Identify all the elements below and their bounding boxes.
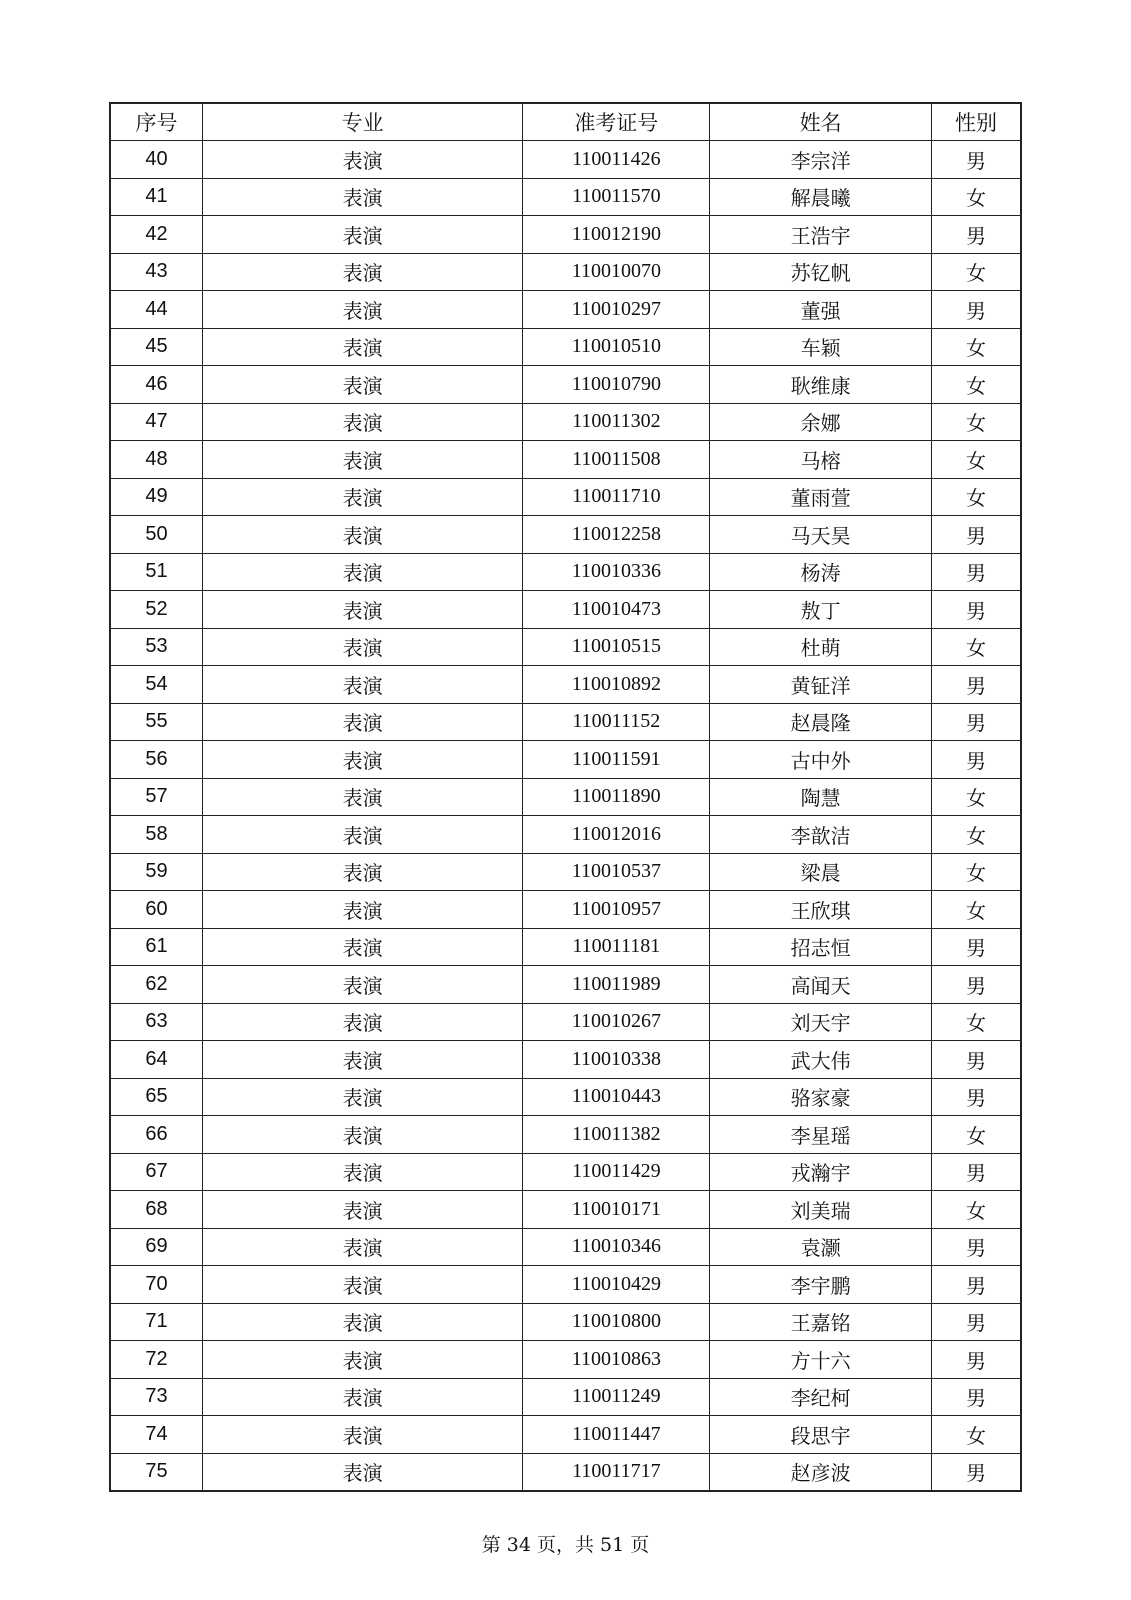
cell-major: 表演 (203, 1228, 523, 1266)
cell-exam-id: 110011508 (523, 441, 710, 479)
cell-seq: 48 (110, 441, 203, 479)
cell-major: 表演 (203, 816, 523, 854)
cell-seq: 58 (110, 816, 203, 854)
cell-gender: 女 (932, 366, 1022, 404)
cell-major: 表演 (203, 178, 523, 216)
cell-name: 段思宇 (710, 1416, 932, 1454)
cell-major: 表演 (203, 1003, 523, 1041)
table-row (110, 328, 1021, 366)
cell-seq: 53 (110, 628, 203, 666)
cell-exam-id: 110012190 (523, 216, 710, 254)
cell-name: 袁灏 (710, 1228, 932, 1266)
cell-name: 梁晨 (710, 853, 932, 891)
cell-major: 表演 (203, 1378, 523, 1416)
cell-seq: 59 (110, 853, 203, 891)
table-row (110, 1116, 1021, 1154)
cell-major: 表演 (203, 1266, 523, 1304)
table-row (110, 1153, 1021, 1191)
cell-name: 方十六 (710, 1341, 932, 1379)
cell-major: 表演 (203, 1153, 523, 1191)
cell-name: 李星瑶 (710, 1116, 932, 1154)
cell-exam-id: 110011382 (523, 1116, 710, 1154)
cell-seq: 65 (110, 1078, 203, 1116)
cell-gender: 男 (932, 516, 1022, 554)
cell-seq: 44 (110, 291, 203, 329)
cell-gender: 女 (932, 816, 1022, 854)
cell-seq: 63 (110, 1003, 203, 1041)
table-row (110, 441, 1021, 479)
cell-name: 王欣琪 (710, 891, 932, 929)
cell-name: 车颖 (710, 328, 932, 366)
cell-gender: 男 (932, 1266, 1022, 1304)
cell-seq: 66 (110, 1116, 203, 1154)
table-row (110, 891, 1021, 929)
cell-gender: 男 (932, 966, 1022, 1004)
cell-name: 武大伟 (710, 1041, 932, 1079)
table-row (110, 403, 1021, 441)
table-row (110, 928, 1021, 966)
cell-exam-id: 110011429 (523, 1153, 710, 1191)
table-row (110, 966, 1021, 1004)
cell-gender: 男 (932, 703, 1022, 741)
table-row (110, 553, 1021, 591)
cell-seq: 73 (110, 1378, 203, 1416)
cell-seq: 49 (110, 478, 203, 516)
cell-exam-id: 110011717 (523, 1453, 710, 1491)
cell-name: 董雨萱 (710, 478, 932, 516)
cell-seq: 56 (110, 741, 203, 779)
cell-major: 表演 (203, 1341, 523, 1379)
cell-gender: 女 (932, 1416, 1022, 1454)
cell-exam-id: 110012258 (523, 516, 710, 554)
header-seq: 序号 (110, 103, 203, 141)
cell-major: 表演 (203, 591, 523, 629)
table-row (110, 1453, 1021, 1491)
cell-seq: 60 (110, 891, 203, 929)
cell-exam-id: 110011152 (523, 703, 710, 741)
cell-exam-id: 110011249 (523, 1378, 710, 1416)
cell-exam-id: 110011710 (523, 478, 710, 516)
cell-major: 表演 (203, 1416, 523, 1454)
cell-major: 表演 (203, 516, 523, 554)
cell-seq: 55 (110, 703, 203, 741)
table-row (110, 703, 1021, 741)
cell-name: 赵晨隆 (710, 703, 932, 741)
cell-exam-id: 110011426 (523, 141, 710, 179)
header-major: 专业 (203, 103, 523, 141)
cell-seq: 51 (110, 553, 203, 591)
cell-name: 古中外 (710, 741, 932, 779)
cell-name: 李歆洁 (710, 816, 932, 854)
cell-gender: 女 (932, 328, 1022, 366)
cell-name: 王嘉铭 (710, 1303, 932, 1341)
cell-name: 高闻天 (710, 966, 932, 1004)
cell-gender: 女 (932, 628, 1022, 666)
table-header-row (110, 103, 1021, 141)
table-row (110, 1078, 1021, 1116)
cell-seq: 43 (110, 253, 203, 291)
table-row (110, 366, 1021, 404)
table-row (110, 778, 1021, 816)
cell-major: 表演 (203, 778, 523, 816)
cell-name: 戎瀚宇 (710, 1153, 932, 1191)
cell-major: 表演 (203, 1303, 523, 1341)
cell-exam-id: 110010957 (523, 891, 710, 929)
cell-gender: 男 (932, 291, 1022, 329)
cell-gender: 男 (932, 1228, 1022, 1266)
cell-name: 李纪柯 (710, 1378, 932, 1416)
cell-exam-id: 110011591 (523, 741, 710, 779)
cell-exam-id: 110010346 (523, 1228, 710, 1266)
cell-exam-id: 110010863 (523, 1341, 710, 1379)
table-row (110, 478, 1021, 516)
cell-name: 黄钲洋 (710, 666, 932, 704)
cell-gender: 男 (932, 1378, 1022, 1416)
cell-seq: 62 (110, 966, 203, 1004)
cell-gender: 女 (932, 778, 1022, 816)
cell-seq: 52 (110, 591, 203, 629)
table-row (110, 1378, 1021, 1416)
cell-gender: 男 (932, 1303, 1022, 1341)
cell-name: 刘美瑞 (710, 1191, 932, 1229)
cell-major: 表演 (203, 478, 523, 516)
cell-gender: 女 (932, 1116, 1022, 1154)
cell-exam-id: 110010510 (523, 328, 710, 366)
cell-exam-id: 110011302 (523, 403, 710, 441)
cell-name: 耿维康 (710, 366, 932, 404)
cell-major: 表演 (203, 666, 523, 704)
cell-gender: 女 (932, 253, 1022, 291)
cell-gender: 男 (932, 1341, 1022, 1379)
cell-exam-id: 110011989 (523, 966, 710, 1004)
cell-seq: 75 (110, 1453, 203, 1491)
table-row (110, 291, 1021, 329)
cell-seq: 61 (110, 928, 203, 966)
cell-exam-id: 110010892 (523, 666, 710, 704)
cell-gender: 男 (932, 591, 1022, 629)
cell-exam-id: 110010338 (523, 1041, 710, 1079)
table-body (110, 141, 1021, 1491)
table-row (110, 1041, 1021, 1079)
cell-name: 杜萌 (710, 628, 932, 666)
cell-exam-id: 110011447 (523, 1416, 710, 1454)
cell-major: 表演 (203, 1078, 523, 1116)
cell-gender: 男 (932, 741, 1022, 779)
table-row (110, 141, 1021, 179)
cell-exam-id: 110012016 (523, 816, 710, 854)
cell-exam-id: 110010336 (523, 553, 710, 591)
cell-seq: 47 (110, 403, 203, 441)
table-row (110, 216, 1021, 254)
table-row (110, 1303, 1021, 1341)
cell-exam-id: 110010267 (523, 1003, 710, 1041)
table-row (110, 1266, 1021, 1304)
cell-gender: 女 (932, 891, 1022, 929)
cell-exam-id: 110010537 (523, 853, 710, 891)
cell-seq: 54 (110, 666, 203, 704)
cell-seq: 41 (110, 178, 203, 216)
cell-exam-id: 110010515 (523, 628, 710, 666)
cell-major: 表演 (203, 741, 523, 779)
table-row (110, 666, 1021, 704)
cell-seq: 74 (110, 1416, 203, 1454)
cell-exam-id: 110010443 (523, 1078, 710, 1116)
cell-name: 马榕 (710, 441, 932, 479)
cell-seq: 64 (110, 1041, 203, 1079)
cell-gender: 男 (932, 553, 1022, 591)
cell-seq: 70 (110, 1266, 203, 1304)
cell-gender: 男 (932, 666, 1022, 704)
cell-exam-id: 110011181 (523, 928, 710, 966)
table-row (110, 178, 1021, 216)
cell-major: 表演 (203, 253, 523, 291)
cell-major: 表演 (203, 328, 523, 366)
table-row (110, 816, 1021, 854)
cell-gender: 男 (932, 1078, 1022, 1116)
cell-name: 解晨曦 (710, 178, 932, 216)
cell-name: 马天昊 (710, 516, 932, 554)
cell-name: 杨涛 (710, 553, 932, 591)
cell-major: 表演 (203, 366, 523, 404)
cell-gender: 男 (932, 928, 1022, 966)
cell-exam-id: 110010429 (523, 1266, 710, 1304)
cell-major: 表演 (203, 216, 523, 254)
cell-seq: 46 (110, 366, 203, 404)
cell-gender: 男 (932, 216, 1022, 254)
cell-exam-id: 110010800 (523, 1303, 710, 1341)
header-gender: 性别 (932, 103, 1022, 141)
cell-gender: 女 (932, 178, 1022, 216)
header-exam-id: 准考证号 (523, 103, 710, 141)
table-row (110, 1341, 1021, 1379)
cell-major: 表演 (203, 853, 523, 891)
cell-major: 表演 (203, 891, 523, 929)
cell-name: 刘天宇 (710, 1003, 932, 1041)
cell-seq: 40 (110, 141, 203, 179)
cell-gender: 女 (932, 853, 1022, 891)
cell-name: 李宇鹏 (710, 1266, 932, 1304)
cell-major: 表演 (203, 1041, 523, 1079)
cell-gender: 女 (932, 1003, 1022, 1041)
cell-seq: 50 (110, 516, 203, 554)
cell-gender: 男 (932, 1153, 1022, 1191)
cell-seq: 71 (110, 1303, 203, 1341)
cell-seq: 69 (110, 1228, 203, 1266)
table-row (110, 1191, 1021, 1229)
cell-gender: 女 (932, 403, 1022, 441)
cell-name: 董强 (710, 291, 932, 329)
cell-major: 表演 (203, 928, 523, 966)
page-footer: 第 34 页，共 51 页 (481, 1534, 650, 1556)
cell-gender: 男 (932, 141, 1022, 179)
table-row (110, 1228, 1021, 1266)
admission-roster-table (109, 102, 1022, 1492)
cell-name: 余娜 (710, 403, 932, 441)
cell-major: 表演 (203, 1191, 523, 1229)
table-row (110, 1416, 1021, 1454)
table-row (110, 1003, 1021, 1041)
cell-exam-id: 110010473 (523, 591, 710, 629)
table-row (110, 628, 1021, 666)
table-row (110, 253, 1021, 291)
cell-name: 陶慧 (710, 778, 932, 816)
cell-name: 李宗洋 (710, 141, 932, 179)
cell-exam-id: 110010297 (523, 291, 710, 329)
cell-major: 表演 (203, 966, 523, 1004)
cell-seq: 57 (110, 778, 203, 816)
cell-name: 王浩宇 (710, 216, 932, 254)
table-row (110, 853, 1021, 891)
cell-major: 表演 (203, 441, 523, 479)
cell-seq: 42 (110, 216, 203, 254)
cell-major: 表演 (203, 1116, 523, 1154)
cell-major: 表演 (203, 703, 523, 741)
cell-exam-id: 110010070 (523, 253, 710, 291)
cell-gender: 男 (932, 1453, 1022, 1491)
cell-name: 敖丁 (710, 591, 932, 629)
cell-major: 表演 (203, 403, 523, 441)
cell-name: 骆家豪 (710, 1078, 932, 1116)
cell-major: 表演 (203, 141, 523, 179)
cell-exam-id: 110011570 (523, 178, 710, 216)
cell-exam-id: 110011890 (523, 778, 710, 816)
cell-major: 表演 (203, 1453, 523, 1491)
cell-gender: 女 (932, 478, 1022, 516)
cell-name: 苏钇帆 (710, 253, 932, 291)
cell-gender: 女 (932, 441, 1022, 479)
cell-major: 表演 (203, 553, 523, 591)
cell-seq: 45 (110, 328, 203, 366)
cell-name: 招志恒 (710, 928, 932, 966)
cell-gender: 女 (932, 1191, 1022, 1229)
cell-exam-id: 110010790 (523, 366, 710, 404)
header-name: 姓名 (710, 103, 932, 141)
cell-gender: 男 (932, 1041, 1022, 1079)
table-row (110, 741, 1021, 779)
table-row (110, 591, 1021, 629)
cell-seq: 72 (110, 1341, 203, 1379)
cell-seq: 67 (110, 1153, 203, 1191)
cell-major: 表演 (203, 291, 523, 329)
cell-seq: 68 (110, 1191, 203, 1229)
table-row (110, 516, 1021, 554)
cell-exam-id: 110010171 (523, 1191, 710, 1229)
cell-major: 表演 (203, 628, 523, 666)
cell-name: 赵彦波 (710, 1453, 932, 1491)
